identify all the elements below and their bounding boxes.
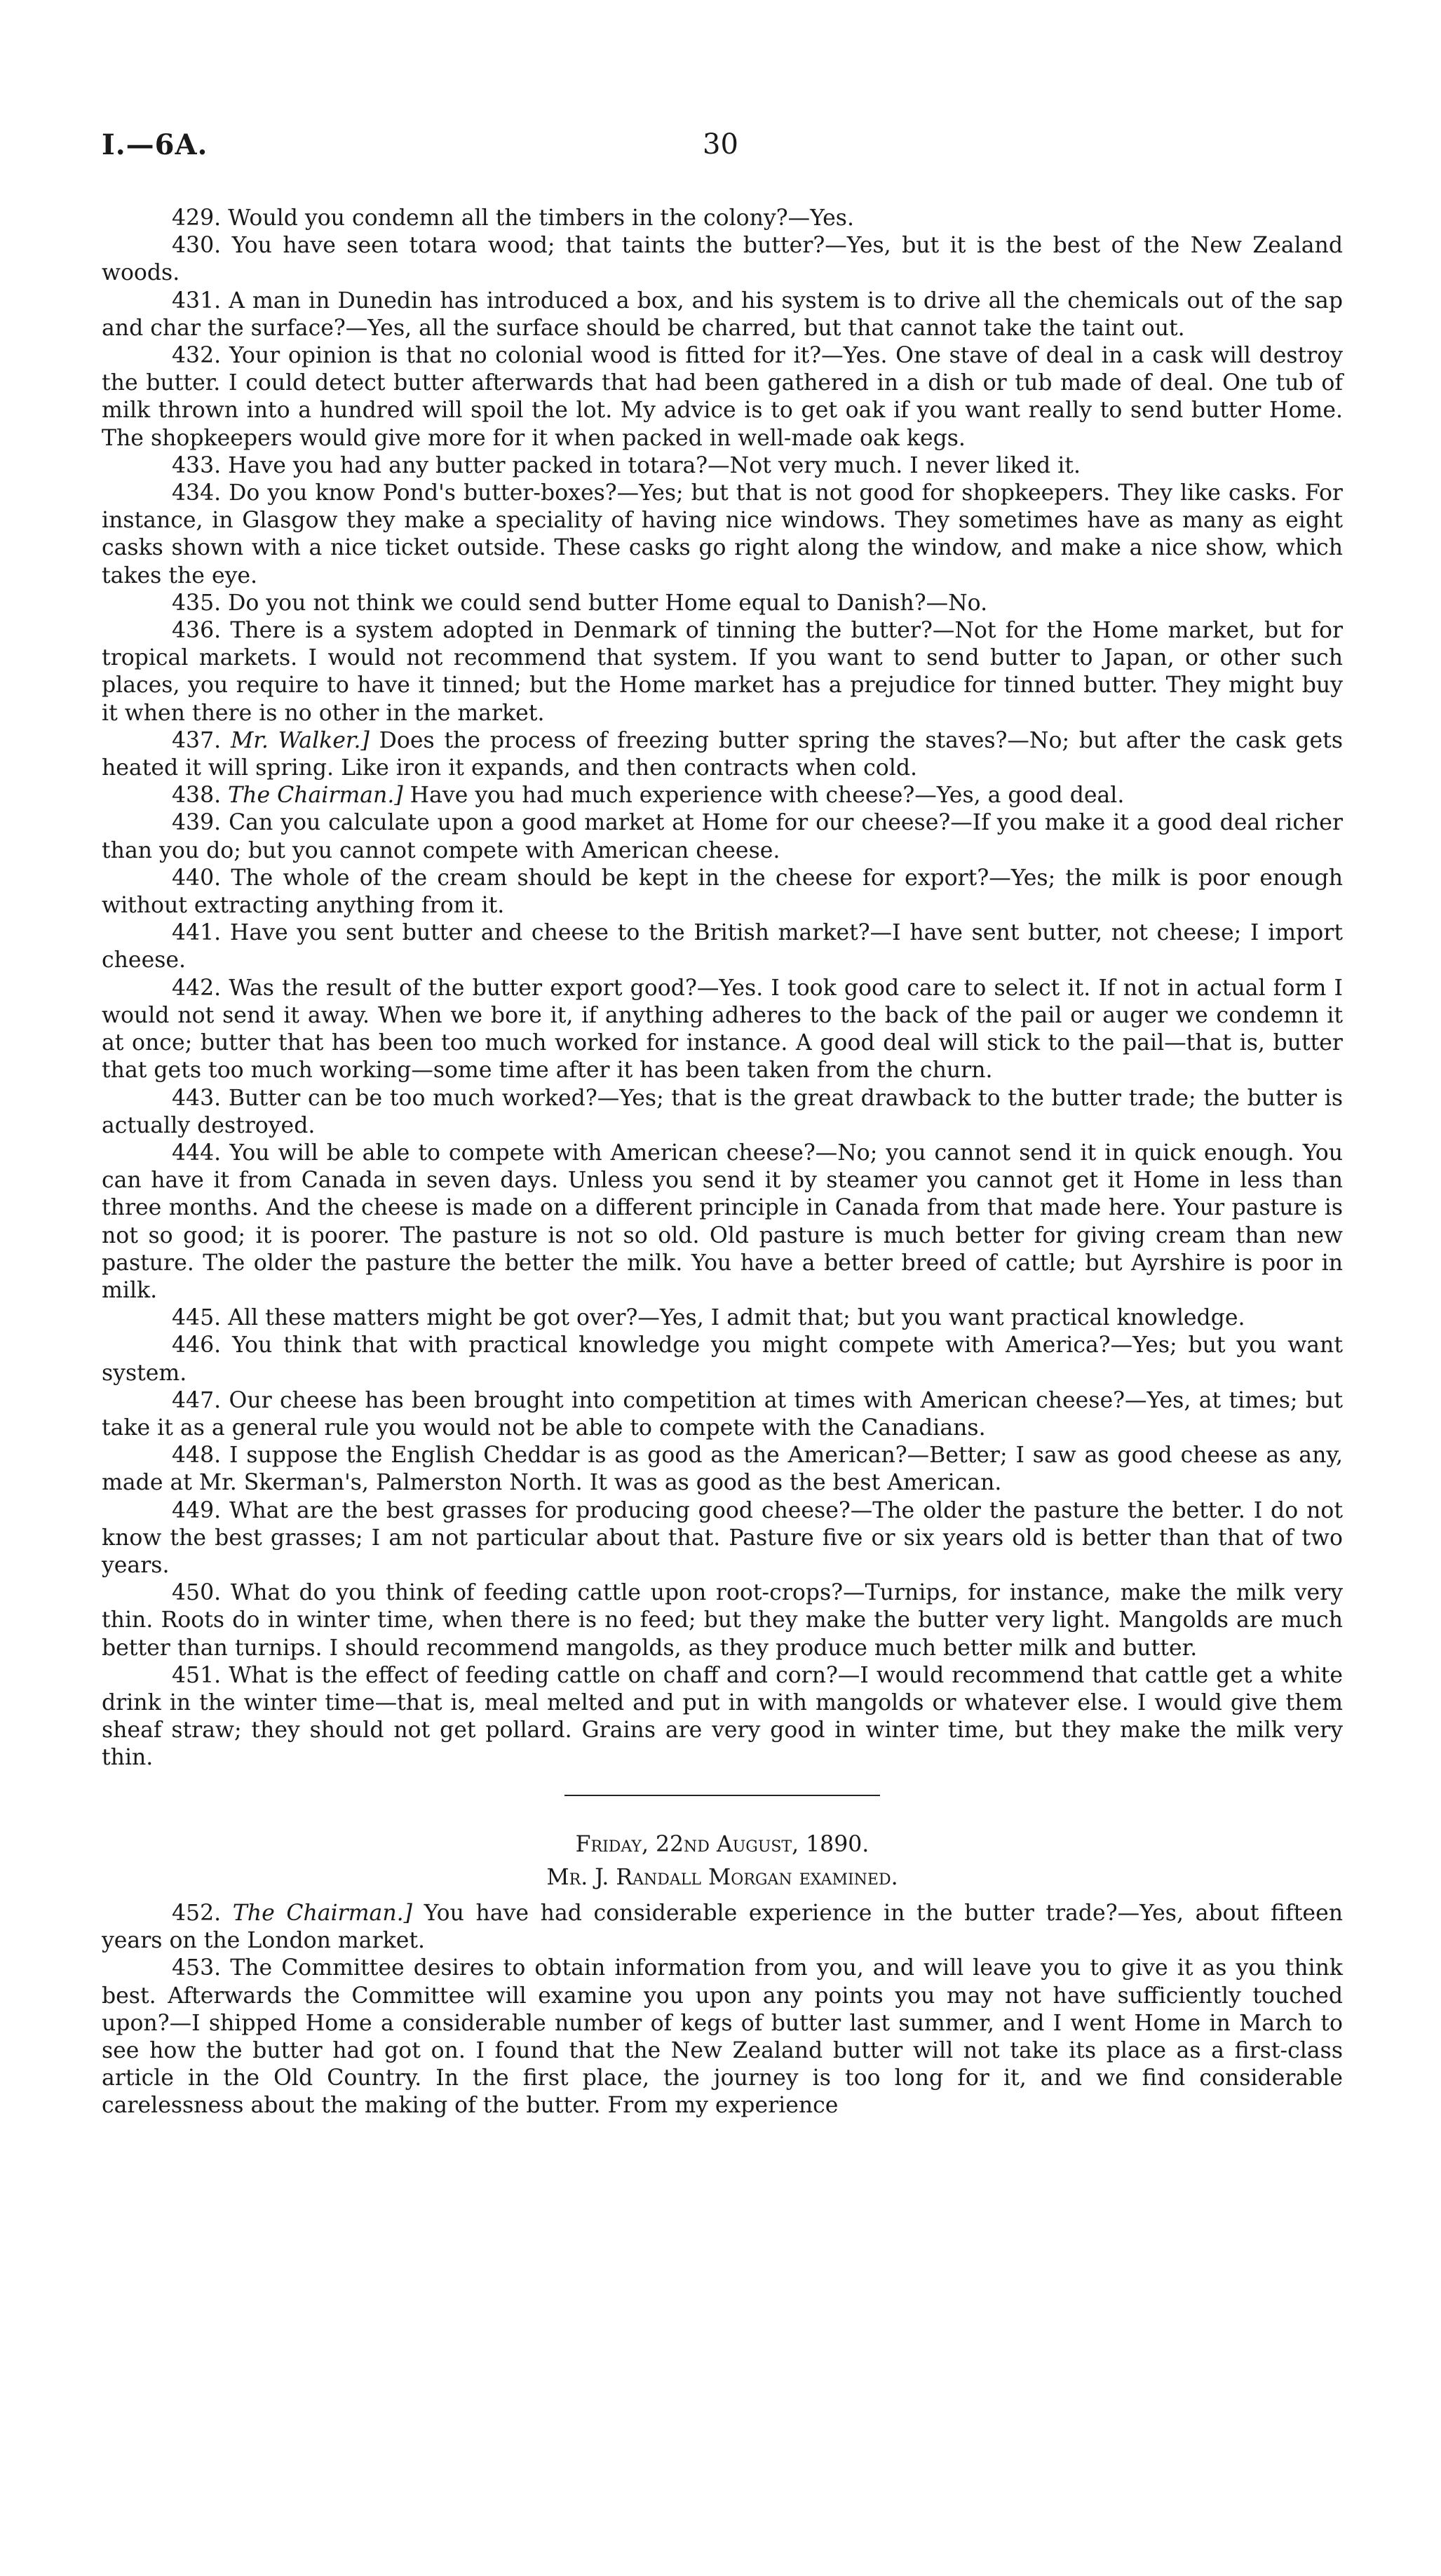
question-paragraph [102, 590, 1343, 617]
question-text: Butter can be too much worked?—Yes; that is the great drawback to the butter trade; the butter is actually destroyed. [102, 1085, 1343, 1138]
question-number: 433. [172, 452, 222, 478]
question-text: What are the best grasses for producing good cheese?—The older the pasture the better. I do not know the best grasses; I am not particular about that. Pasture five or six years old is better than that of two years. [102, 1497, 1343, 1578]
question-paragraph [102, 1662, 1343, 1772]
question-number: 443. [172, 1085, 222, 1111]
question-text: All these matters might be got over?—Yes, I admit that; but you want practical knowledge. [228, 1305, 1245, 1331]
question-number: 451. [172, 1662, 222, 1688]
session-date: Friday, 22nd August, 1890. [575, 1831, 870, 1857]
question-paragraph [102, 727, 1343, 782]
question-paragraph [102, 865, 1343, 919]
question-paragraph [102, 342, 1343, 452]
document-body [102, 205, 1343, 2120]
question-number: 445. [172, 1305, 222, 1331]
question-number: 442. [172, 975, 222, 1001]
question-number: 448. [172, 1443, 222, 1469]
question-text: Have you had much experience with cheese?—Yes, a good deal. [410, 783, 1125, 809]
question-paragraph [102, 1955, 1343, 2119]
question-paragraph [102, 1900, 1343, 1955]
question-number: 440. [172, 865, 222, 891]
question-paragraph [102, 617, 1343, 727]
examinee-heading: Mr. J. Randall Morgan examined. [546, 1864, 898, 1890]
question-number: 446. [172, 1333, 222, 1358]
question-text: The Committee desires to obtain information from you, and will leave you to give it as you think best. Afterwards the Committee will examine you upon any points you may not have sufficiently touched upon?—I shipped Home a considerable number of kegs of butter last summer, and I went Home in March to see how the butter had got on. I found that the New Zealand butter will not take its place as a first-class article in the Old Country. In the first place, the journey is too long for it, and we find considerable carelessness about the making of the butter. From my experience [102, 1955, 1344, 2119]
question-paragraph [102, 782, 1343, 809]
question-paragraph [102, 919, 1343, 974]
page-number: 30 [703, 128, 738, 161]
question-paragraph [102, 1085, 1343, 1140]
question-text: What do you think of feeding cattle upon root-crops?—Turnips, for instance, make the milk very thin. Roots do in winter time, when there is no feed; but they make the butter very light. Mangolds are much better than turnips. I should recommend mangolds, as they produce much better milk and butter. [102, 1580, 1343, 1661]
question-text: Our cheese has been brought into competition at times with American cheese?—Yes, at times; but take it as a general rule you would not be able to compete with the Canadians. [102, 1387, 1343, 1441]
question-text: I suppose the English Cheddar is as good as the American?—Better; I saw as good cheese as any, made at Mr. Skerman's, Palmerston North. It was as good as the best American. [102, 1443, 1343, 1496]
question-number: 444. [172, 1140, 222, 1166]
question-paragraph [102, 975, 1343, 1085]
question-number: 452. [172, 1900, 222, 1926]
question-number: 447. [172, 1387, 222, 1413]
question-number: 441. [172, 920, 222, 946]
question-number: 435. [172, 590, 222, 616]
question-number: 436. [172, 618, 222, 644]
question-paragraph [102, 1442, 1343, 1497]
question-paragraph [102, 1387, 1343, 1442]
question-text: Do you not think we could send butter Home equal to Danish?—No. [228, 590, 988, 616]
question-paragraph [102, 205, 1343, 232]
question-text: You will be able to compete with American cheese?—No; you cannot send it in quick enough. You can have it from Canada in seven days. Unless you send it by steamer you cannot get it Home in less than three months. And the cheese is made on a different principle in Canada from that made here. Your pasture is not so good; it is poorer. The pasture is not so old. Old pasture is much better for giving cream than new pasture. The older the pasture the better the milk. You have a better breed of cattle; but Ayrshire is poor in milk. [102, 1140, 1343, 1303]
question-paragraph [102, 232, 1343, 287]
question-number: 434. [172, 480, 222, 506]
speaker-label: The Chairman.] [232, 1900, 412, 1926]
question-number: 432. [172, 343, 222, 369]
question-paragraph [102, 809, 1343, 864]
question-number: 429. [172, 205, 222, 231]
question-text: Was the result of the butter export good?—Yes. I took good care to select it. If not in actual form I would not send it away. When we bore it, if anything adheres to the back of the pail or auger we condemn it at once; butter that has been too much worked for instance. A good deal will stick to the pail—that is, butter that gets too much working—some time after it has been taken from the churn. [102, 975, 1343, 1084]
question-text: A man in Dunedin has introduced a box, and his system is to drive all the chemicals out of the sap and char the surface?—Yes, all the surface should be charred, but that cannot take the taint out. [102, 288, 1344, 341]
question-number: 450. [172, 1580, 222, 1606]
question-text: You think that with practical knowledge you might compete with America?—Yes; but you want system. [102, 1333, 1343, 1386]
question-text: You have seen totara wood; that taints the butter?—Yes, but it is the best of the New Zealand woods. [102, 233, 1343, 286]
question-text: Have you had any butter packed in totara?—Not very much. I never liked it. [228, 452, 1081, 478]
page-header [102, 128, 1339, 170]
question-text: The whole of the cream should be kept in the cheese for export?—Yes; the milk is poor enough without extracting anything from it. [102, 865, 1344, 919]
question-text: Does the process of freezing butter spring the staves?—No; but after the cask gets heated it will spring. Like iron it expands, and then contracts when cold. [102, 727, 1343, 781]
speaker-label: Mr. Walker.] [230, 727, 370, 753]
question-text: Your opinion is that no colonial wood is fitted for it?—Yes. One stave of deal in a cask will destroy the butter. I could detect butter afterwards that had been gathered in a dish or tub made of deal. One tub of milk thrown into a hundred will spoil the lot. My advice is to get oak if you want really to send butter Home. The shopkeepers would give more for it when packed in well-made oak kegs. [102, 343, 1343, 451]
question-number: 438. [172, 783, 222, 809]
question-text: Can you calculate upon a good market at Home for our cheese?—If you make it a good deal richer than you do; but you cannot compete with American cheese. [102, 810, 1343, 863]
section-divider [564, 1795, 880, 1796]
question-text: Would you condemn all the timbers in the colony?—Yes. [228, 205, 854, 231]
question-number: 453. [172, 1955, 222, 1981]
question-text: There is a system adopted in Denmark of tinning the butter?—Not for the Home market, but for tropical markets. I would not recommend that system. If you want to send butter to Japan, or other such places, you require to have it tinned; but the Home market has a prejudice for tinned butter. They might buy it when there is no other in the market. [102, 618, 1343, 726]
question-number: 449. [172, 1497, 222, 1523]
question-text: Have you sent butter and cheese to the British market?—I have sent butter, not cheese; I import cheese. [102, 920, 1343, 973]
question-text: You have had considerable experience in the butter trade?—Yes, about fifteen years on the London market. [102, 1900, 1344, 1954]
question-text: Do you know Pond's butter-boxes?—Yes; but that is not good for shopkeepers. They like casks. For instance, in Glasgow they make a speciality of having nice windows. They sometimes have as many as eight casks shown with a nice ticket outside. These casks go right along the window, and make a nice show, which takes the eye. [102, 480, 1343, 588]
question-paragraph [102, 1579, 1343, 1662]
question-paragraph [102, 1332, 1343, 1387]
question-number: 431. [172, 288, 222, 313]
question-number: 430. [172, 233, 222, 259]
question-paragraph [102, 452, 1343, 480]
question-paragraph [102, 1304, 1343, 1332]
question-number: 439. [172, 810, 222, 836]
question-paragraph [102, 1140, 1343, 1304]
question-paragraph [102, 288, 1343, 342]
question-paragraph [102, 480, 1343, 590]
speaker-label: The Chairman.] [228, 783, 403, 809]
question-text: What is the effect of feeding cattle on chaff and corn?—I would recommend that cattle get a white drink in the winter time—that is, meal melted and put in with mangolds or whatever else. I would give them sheaf straw; they should not get pollard. Grains are very good in winter time, but they make the milk very thin. [102, 1662, 1343, 1771]
document-reference: I.—6A. [102, 128, 208, 161]
question-number: 437. [172, 727, 222, 753]
question-paragraph [102, 1497, 1343, 1580]
